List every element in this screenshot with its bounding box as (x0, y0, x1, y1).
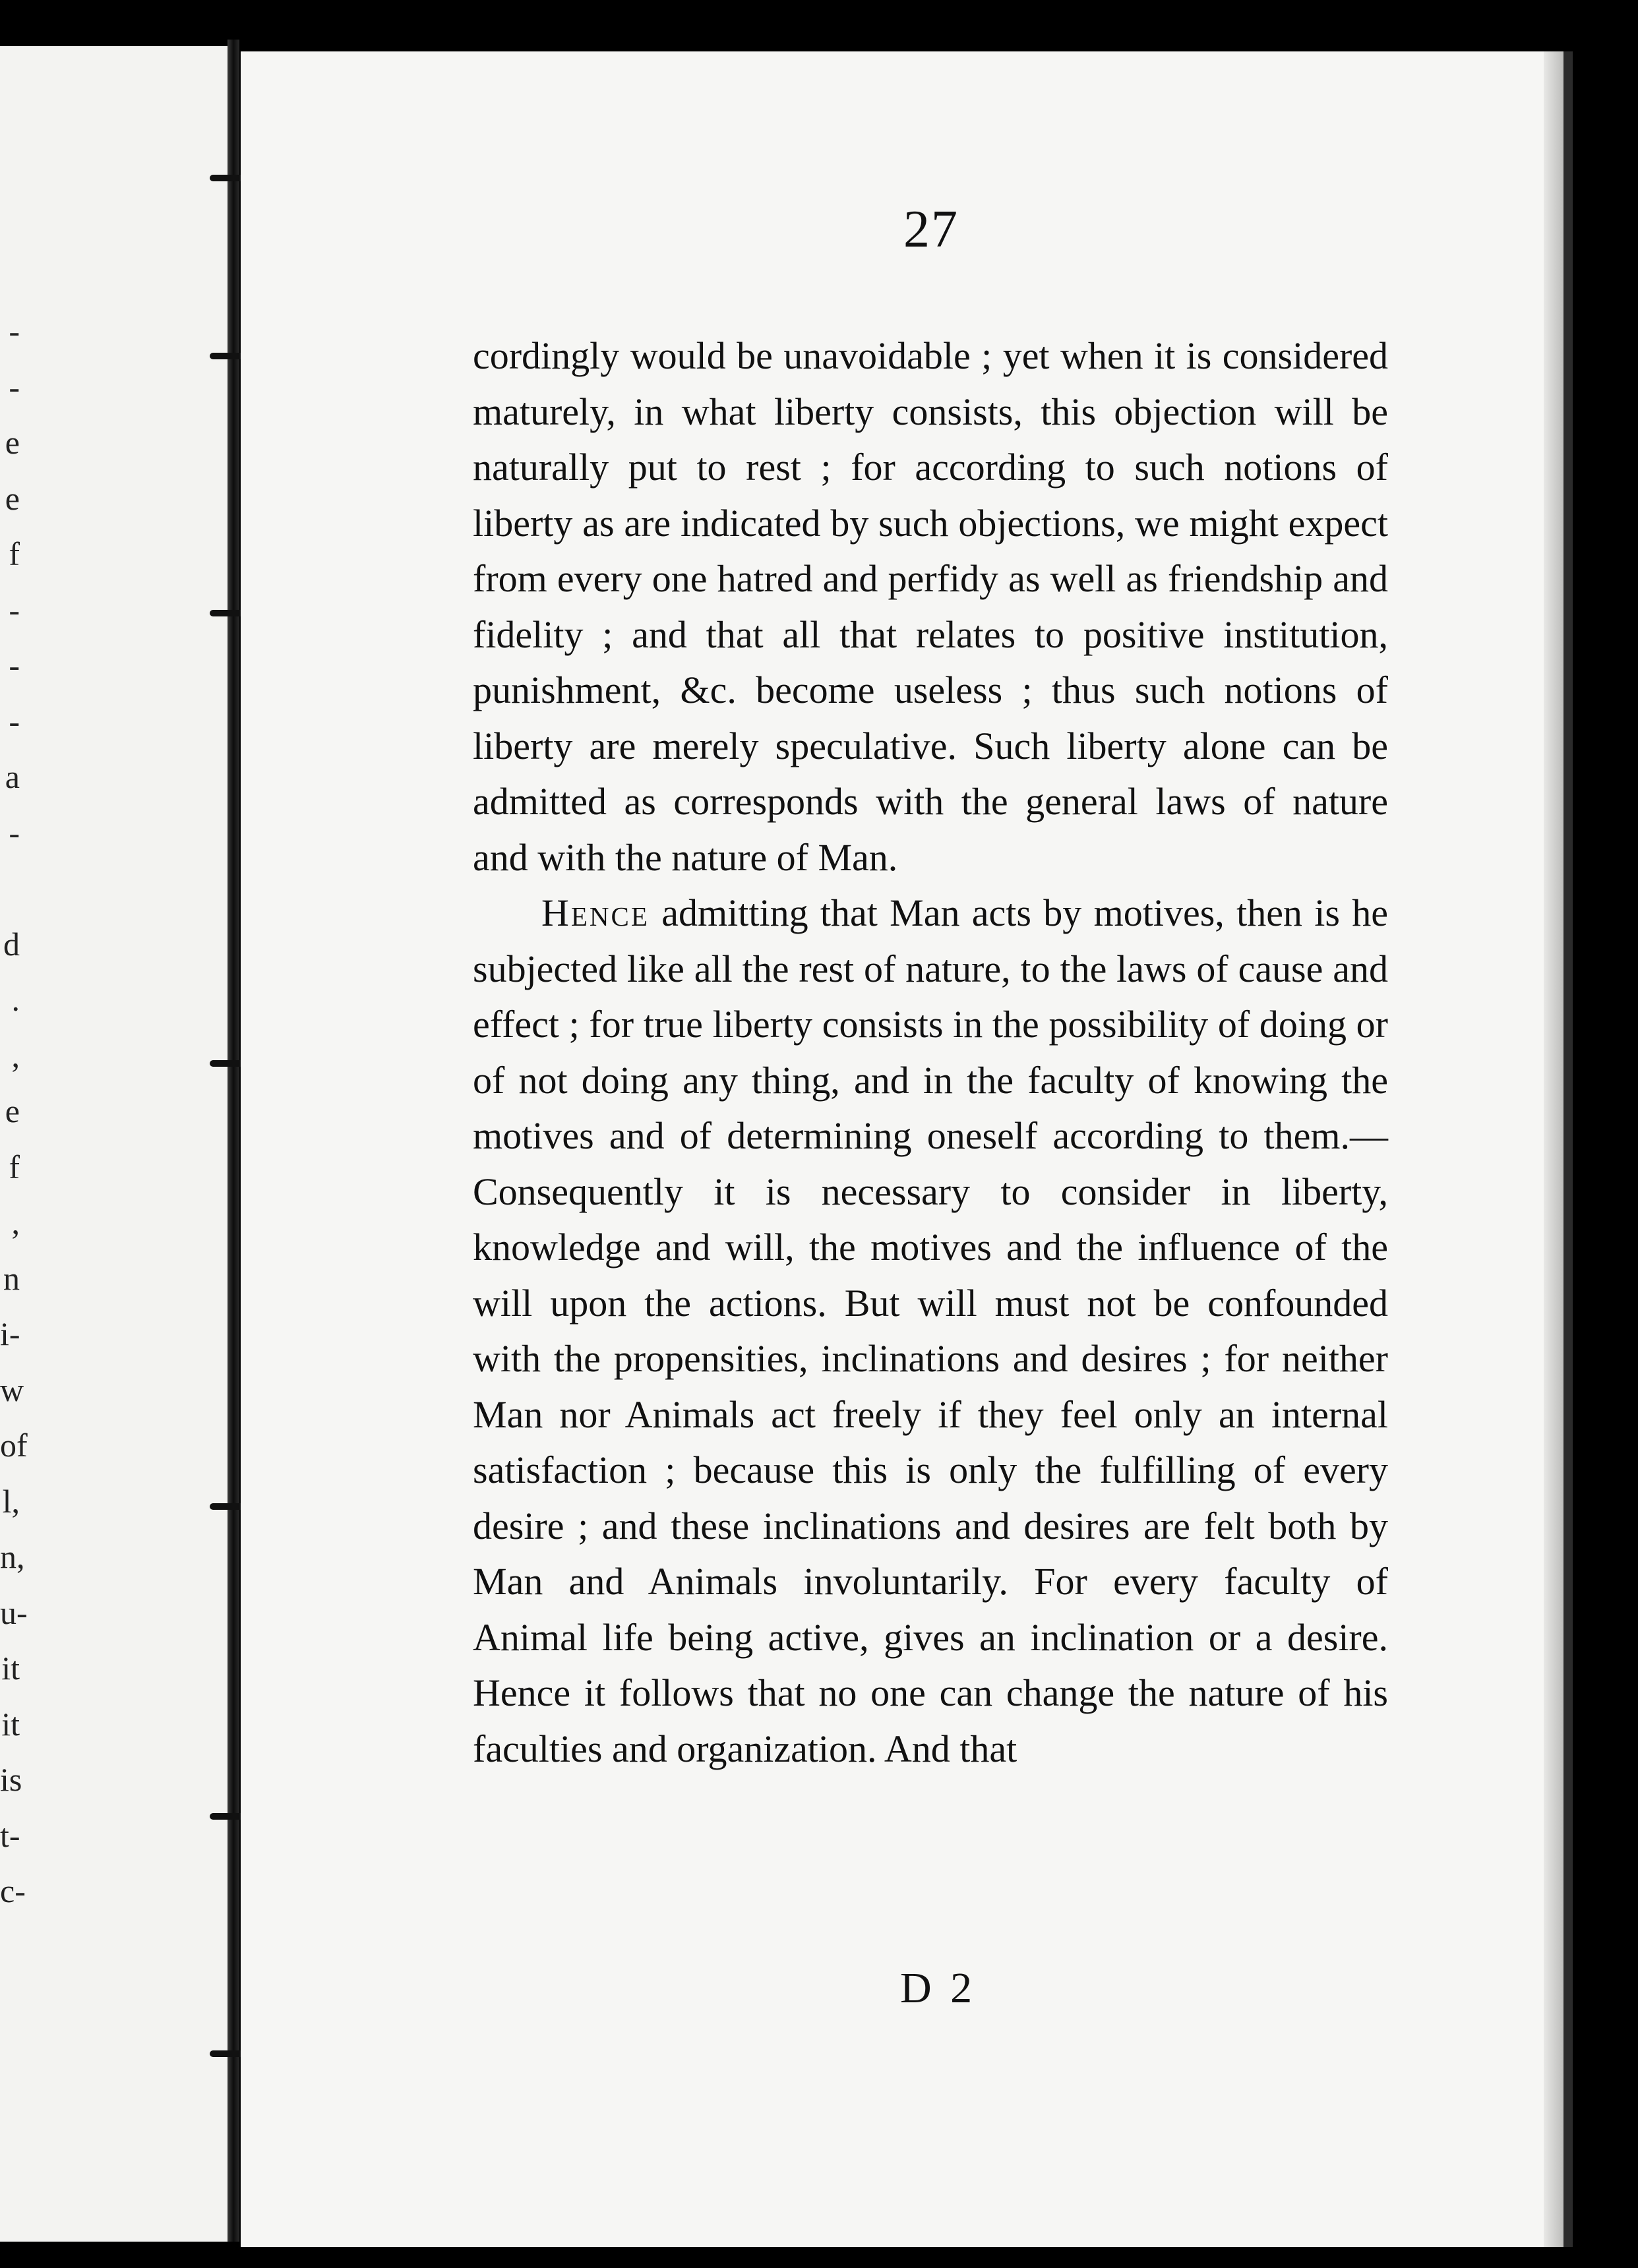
facing-page-edge-letter: f (9, 1148, 20, 1185)
facing-page-edge-letter: t- (0, 1816, 20, 1854)
facing-page-edge-letter: , (11, 1036, 20, 1074)
facing-page-fragment (0, 46, 229, 2242)
facing-page-edge-letter: is (0, 1761, 22, 1798)
page-number: 27 (903, 200, 959, 258)
paragraph (473, 885, 1388, 1777)
book-page (241, 51, 1573, 2247)
facing-page-edge-letter: it (1, 1705, 20, 1743)
facing-page-edge-letter: - (9, 647, 20, 684)
facing-page-edge-letter: i- (0, 1315, 20, 1352)
facing-page-edge-letter: u- (0, 1594, 28, 1631)
facing-page-edge-text (0, 46, 28, 2242)
facing-page-edge-letter: of (0, 1427, 28, 1464)
signature-mark: D 2 (900, 1964, 977, 2012)
facing-page-edge-letter: e (5, 1092, 20, 1129)
facing-page-edge-letter: , (11, 1204, 20, 1241)
facing-page-edge-letter: w (0, 1371, 24, 1408)
page-body (473, 328, 1388, 1777)
facing-page-edge-letter: n, (0, 1538, 25, 1575)
facing-page-edge-letter (0, 860, 20, 916)
facing-page-edge-letter: d (3, 925, 20, 963)
facing-page-edge-letter: - (9, 313, 20, 349)
facing-page-edge-letter: l, (2, 1482, 20, 1520)
facing-page-edge-letter: . (11, 981, 20, 1018)
facing-page-edge-letter: f (9, 535, 20, 572)
facing-page-edge-letter: - (9, 702, 20, 740)
facing-page-edge-letter: e (5, 424, 20, 461)
facing-page-edge-letter: it (1, 1650, 20, 1686)
paragraph-text: admitting that Man acts by motives, then is he subjected like all the rest of nature, to the laws of cause and effect ; for true liberty consists in the possibility of doing or of not doing any thing, and in the faculty of knowing the motives and of determining oneself according to them.— Consequently it is necessary to consider in liberty, knowledge and will, the motives and the influence of the will upon the actions. But will must not be confounded with the propensities, inclinations and desires ; for neither Man nor Animals act freely if they feel only an internal satisfaction ; because this is only the fulfilling of every desire ; and these inclinations and desires are felt both by Man and Animals involuntarily. For every faculty of Animal life being active, gives an inclination or a desire. Hence it follows that no one can change the nature of his faculties and organization. And that (473, 891, 1388, 1770)
facing-page-edge-letter: n (3, 1259, 20, 1297)
paragraph-lead-word: Hence (541, 891, 650, 934)
facing-page-edge-letter: e (5, 479, 20, 517)
facing-page-edge-letter: a (5, 758, 20, 795)
facing-page-edge-letter: - (9, 368, 20, 405)
paragraph: cordingly would be unavoidable ; yet when it is considered maturely, in what liberty consists, this objection will be naturally put to rest ; for according to such notions of liberty as are indicated by such objections, we might expect from every one hatred and perfidy as well as friendship and fidelity ; and that all that relates to positive institution, punishment, &c. become useless ; thus such notions of liberty are merely speculative. Such liberty alone can be admitted as corresponds with the general laws of nature and with the nature of Man. (473, 334, 1388, 879)
page-edge-shadow (1544, 51, 1563, 2247)
facing-page-edge-letter: c- (0, 1872, 26, 1909)
facing-page-edge-letter: - (9, 814, 20, 851)
facing-page-edge-letter: - (9, 591, 20, 628)
book-binding (228, 40, 239, 2242)
